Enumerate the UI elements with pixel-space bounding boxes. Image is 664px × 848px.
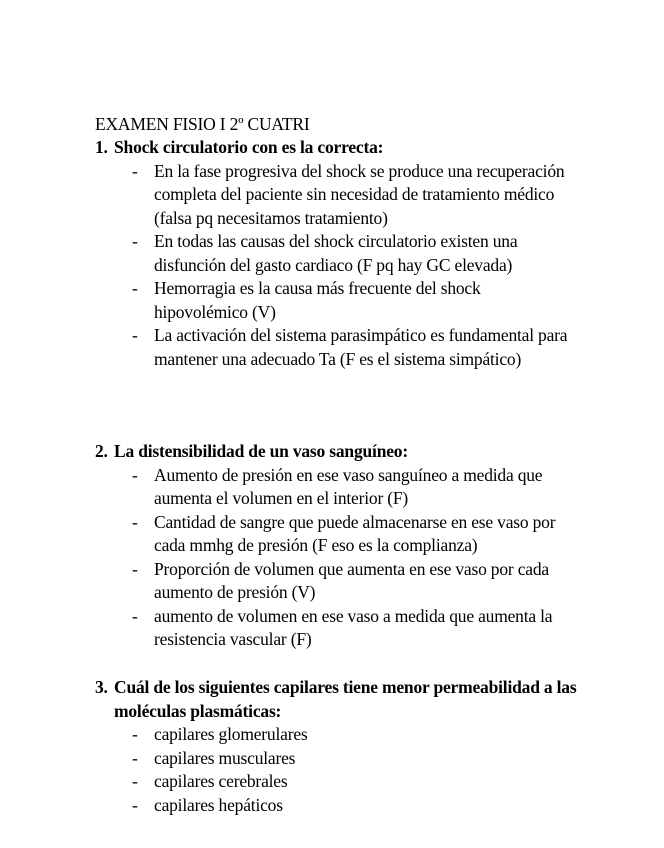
answer-option <box>95 723 572 747</box>
answer-text: capilares glomerulares <box>154 724 308 744</box>
answer-text: Proporción de volumen que aumenta en ese vaso por cada aumento de presión (V) <box>154 558 549 602</box>
answer-text: aumento de volumen en ese vaso a medida que aumenta la resistencia vascular (F) <box>154 605 553 649</box>
answer-option <box>95 605 572 652</box>
dash-bullet: - <box>132 605 138 626</box>
answer-option <box>95 511 572 558</box>
dash-bullet: - <box>132 724 138 744</box>
answer-option <box>95 770 572 794</box>
answer-text: capilares cerebrales <box>154 771 288 791</box>
question-heading <box>95 136 615 160</box>
question-text: Shock circulatorio con es la correcta: <box>114 137 384 157</box>
question-1 <box>95 136 615 371</box>
question-number: 2. <box>95 441 108 461</box>
dash-bullet: - <box>132 794 138 815</box>
answer-option <box>95 324 572 371</box>
dash-bullet: - <box>132 325 138 345</box>
question-2 <box>95 440 615 652</box>
dash-bullet: - <box>132 747 138 768</box>
answer-option <box>95 230 572 277</box>
answer-text: Cantidad de sangre que puede almacenarse en ese vaso por cada mmhg de presión (F eso es la complianza) <box>154 511 556 555</box>
dash-bullet: - <box>132 511 138 532</box>
dash-bullet: - <box>132 771 138 791</box>
dash-bullet: - <box>132 231 138 251</box>
dash-bullet: - <box>132 278 138 298</box>
answer-text: En la fase progresiva del shock se produce una recuperación completa del paciente sin necesidad de tratamiento médico (falsa pq necesitamos tratamiento) <box>154 160 565 228</box>
answer-option <box>95 558 572 605</box>
question-3 <box>95 676 615 817</box>
answer-option <box>95 160 572 231</box>
answer-list <box>95 464 615 652</box>
question-heading <box>95 440 615 464</box>
question-heading <box>95 676 615 723</box>
answer-list <box>95 160 615 372</box>
answer-text: En todas las causas del shock circulatorio existen una disfunción del gasto cardiaco (F pq hay GC elevada) <box>154 231 518 275</box>
answer-text: Aumento de presión en ese vaso sanguíneo a medida que aumenta el volumen en el interior (F) <box>154 464 543 508</box>
answer-option <box>95 794 572 818</box>
answer-text: La activación del sistema parasimpático es fundamental para mantener una adecuado Ta (F es el sistema simpático) <box>154 325 568 369</box>
answer-option <box>95 464 572 511</box>
answer-list <box>95 723 615 817</box>
answer-text: Hemorragia es la causa más frecuente del shock hipovolémico (V) <box>154 278 481 322</box>
dash-bullet: - <box>132 160 138 181</box>
question-text: Cuál de los siguientes capilares tiene menor permeabilidad a las moléculas plasmáticas: <box>114 677 577 721</box>
dash-bullet: - <box>132 464 138 485</box>
dash-bullet: - <box>132 558 138 579</box>
question-number: 1. <box>95 137 108 157</box>
answer-option <box>95 747 572 771</box>
answer-option <box>95 277 572 324</box>
question-number: 3. <box>95 677 108 697</box>
question-text: La distensibilidad de un vaso sanguíneo: <box>114 441 408 461</box>
answer-text: capilares musculares <box>154 747 296 768</box>
answer-text: capilares hepáticos <box>154 794 283 815</box>
document-title: EXAMEN FISIO I 2º CUATRI <box>95 114 310 134</box>
